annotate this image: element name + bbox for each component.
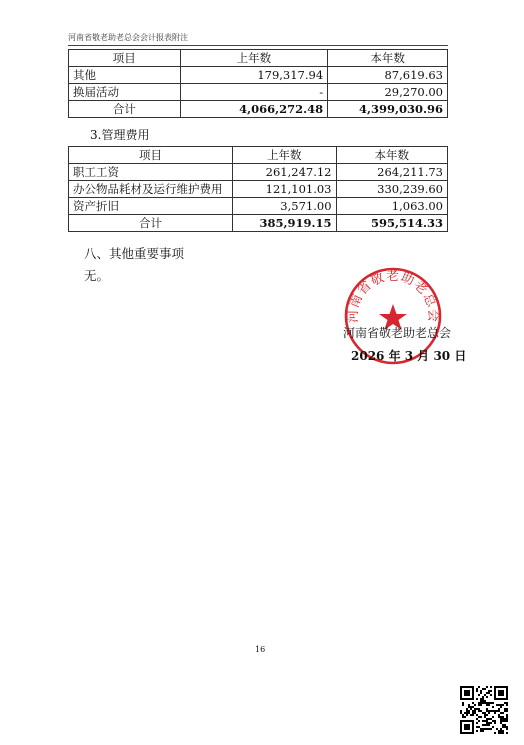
signature-date: 2026 年 3 月 30 日 — [351, 349, 467, 363]
other-matters-body: 无。 — [84, 268, 110, 283]
row-curr: 87,619.63 — [328, 67, 448, 84]
page-header: 河南省敬老助老总会会计报表附注 — [68, 33, 188, 42]
col-header-curr: 本年数 — [336, 147, 447, 164]
total-curr: 4,399,030.96 — [328, 101, 448, 118]
org-signature: 河南省敬老助老总会 — [343, 326, 452, 340]
table-row — [69, 181, 448, 198]
row-label: 其他 — [69, 67, 181, 84]
total-curr: 595,514.33 — [336, 215, 447, 232]
table-row — [69, 198, 448, 215]
col-header-curr: 本年数 — [328, 50, 448, 67]
row-prev: 3,571.00 — [232, 198, 336, 215]
revenue-table-continued — [68, 49, 448, 118]
col-header-prev: 上年数 — [180, 50, 328, 67]
table-header-row — [69, 147, 448, 164]
total-row — [69, 101, 448, 118]
row-label: 资产折旧 — [69, 198, 233, 215]
table-header-row — [69, 50, 448, 67]
row-label: 办公物品耗材及运行维护费用 — [69, 181, 233, 198]
table-row — [69, 164, 448, 181]
admin-expenses-table — [68, 146, 448, 232]
total-row — [69, 215, 448, 232]
total-prev: 4,066,272.48 — [180, 101, 328, 118]
col-header-item: 项目 — [69, 147, 233, 164]
row-label: 换届活动 — [69, 84, 181, 101]
table-row — [69, 84, 448, 101]
row-prev: 179,317.94 — [180, 67, 328, 84]
row-prev: - — [180, 84, 328, 101]
row-curr: 330,239.60 — [336, 181, 447, 198]
row-curr: 29,270.00 — [328, 84, 448, 101]
total-prev: 385,919.15 — [232, 215, 336, 232]
section-title-other-matters: 八、其他重要事项 — [84, 246, 185, 261]
col-header-prev: 上年数 — [232, 147, 336, 164]
section-title-admin-expenses: 3.管理费用 — [90, 128, 150, 142]
total-label: 合计 — [69, 101, 181, 118]
seal-text: 河南省敬老助老总会 — [345, 269, 441, 323]
row-label: 职工工资 — [69, 164, 233, 181]
header-rule — [68, 45, 448, 46]
page-number: 16 — [255, 645, 266, 654]
row-curr: 264,211.73 — [336, 164, 447, 181]
qr-code-icon — [460, 686, 508, 734]
row-prev: 121,101.03 — [232, 181, 336, 198]
table-row — [69, 67, 448, 84]
col-header-item: 项目 — [69, 50, 181, 67]
total-label: 合计 — [69, 215, 233, 232]
row-curr: 1,063.00 — [336, 198, 447, 215]
row-prev: 261,247.12 — [232, 164, 336, 181]
